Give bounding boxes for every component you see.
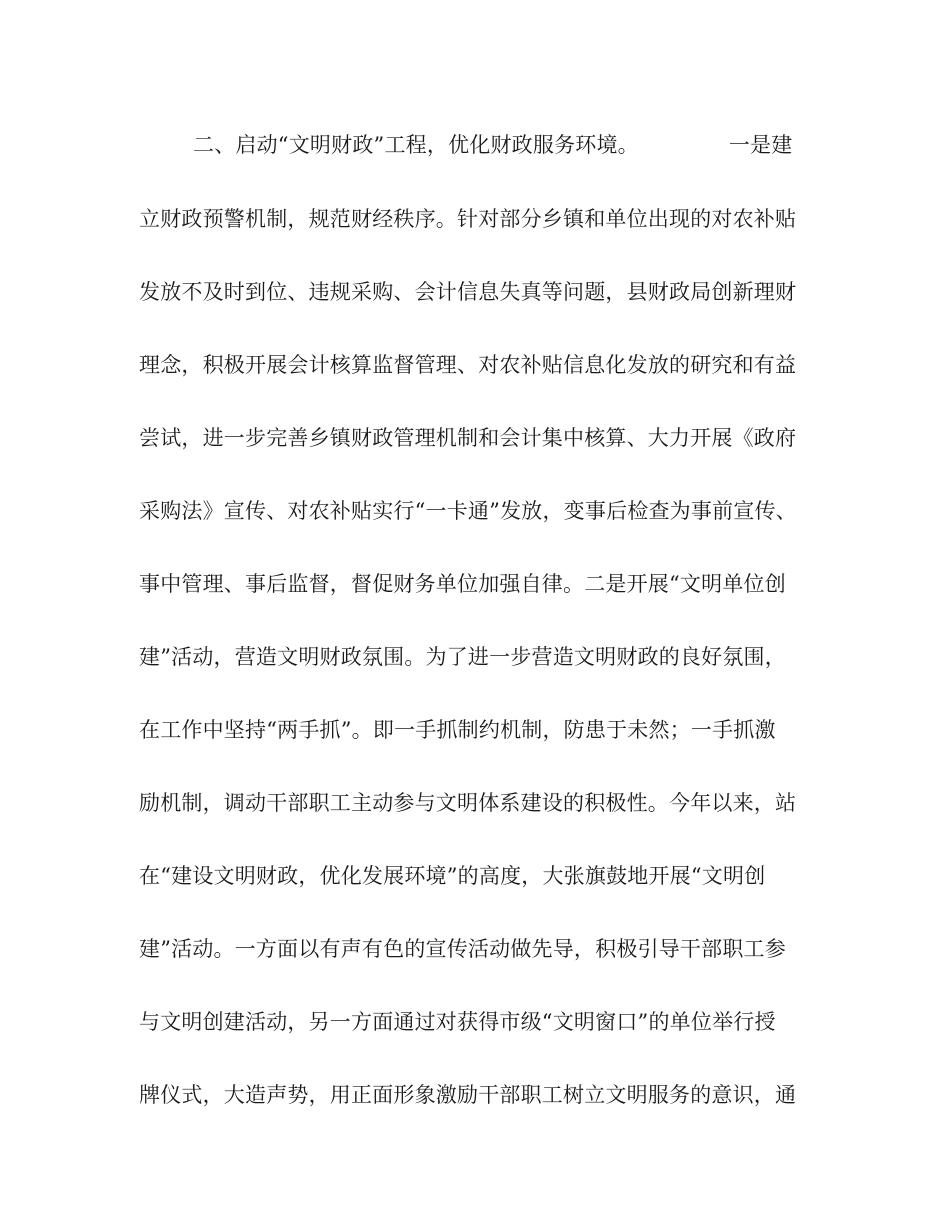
paragraph-line-3: 发放不及时到位、违规采购、会计信息失真等问题，县财政局创新理财 <box>139 280 797 304</box>
paragraph-line-13: 与文明创建活动，另一方面通过对获得市级“文明窗口”的单位举行授 <box>139 1010 776 1034</box>
paragraph-line-10: 励机制，调动干部职工主动参与文明体系建设的积极性。今年以来，站 <box>139 791 797 815</box>
paragraph-line-6: 采购法》宣传、对农补贴实行“一卡通”发放，变事后检查为事前宣传、 <box>139 499 797 523</box>
paragraph-line-14: 牌仪式，大造声势，用正面形象激励干部职工树立文明服务的意识，通 <box>139 1083 797 1107</box>
paragraph-line-7: 事中管理、事后监督，督促财务单位加强自律。二是开展“文明单位创 <box>139 572 786 596</box>
paragraph-line-1 <box>193 130 792 160</box>
section-heading: 二、启动“文明财政”工程，优化财政服务环境。 <box>193 133 639 157</box>
paragraph-line-5: 尝试，进一步完善乡镇财政管理机制和会计集中核算、大力开展《政府 <box>139 426 797 450</box>
paragraph-line-11: 在“建设文明财政，优化发展环境”的高度，大张旗鼓地开展“文明创 <box>139 864 766 888</box>
heading-tail-text: 一是建 <box>728 133 793 157</box>
paragraph-line-12: 建”活动。一方面以有声有色的宣传活动做先导，积极引导干部职工参 <box>139 937 786 961</box>
paragraph-line-9: 在工作中坚持“两手抓”。即一手抓制约机制，防患于未然；一手抓激 <box>139 718 776 742</box>
paragraph-line-8: 建”活动，营造文明财政氛围。为了进一步营造文明财政的良好氛围， <box>139 645 786 669</box>
paragraph-line-2: 立财政预警机制，规范财经秩序。针对部分乡镇和单位出现的对农补贴 <box>139 207 797 231</box>
paragraph-line-4: 理念，积极开展会计核算监督管理、对农补贴信息化发放的研究和有益 <box>139 353 797 377</box>
